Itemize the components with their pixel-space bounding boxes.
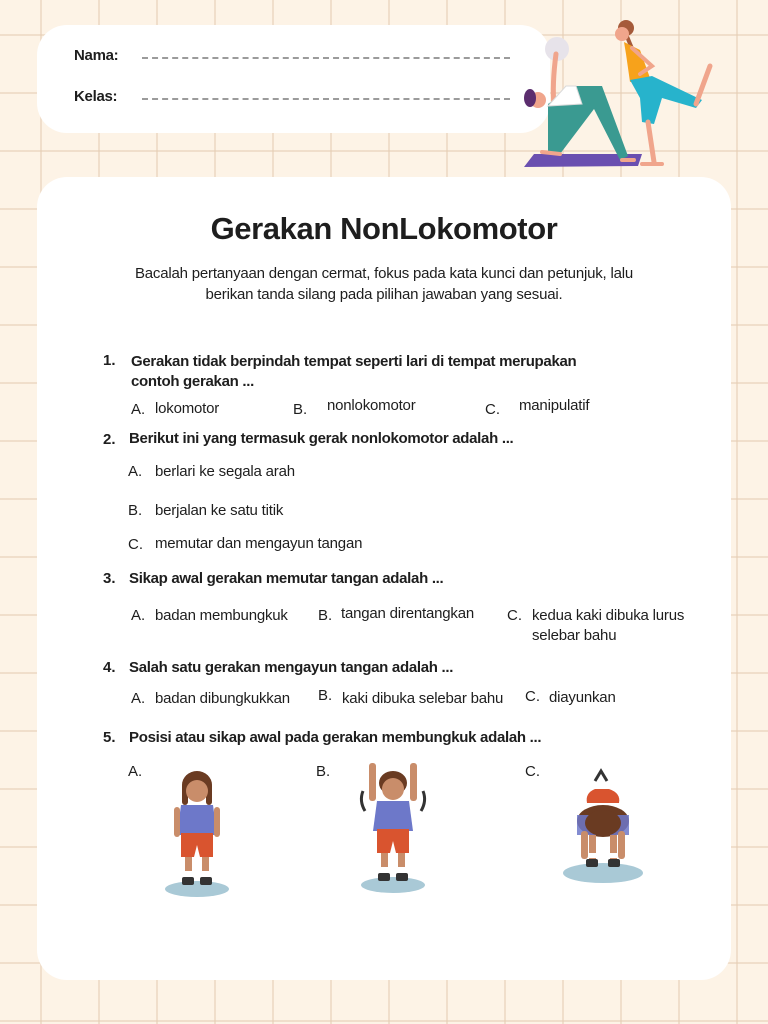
girl-standing-picture[interactable] bbox=[155, 765, 250, 905]
question-5-text: Posisi atau sikap awal pada gerakan membungkuk adalah ... bbox=[129, 729, 542, 746]
class-blank-line[interactable] bbox=[142, 98, 510, 100]
question-4-option-a-letter[interactable]: A. bbox=[131, 690, 146, 707]
question-5-option-c-letter[interactable]: C. bbox=[525, 763, 540, 780]
question-4-number: 4. bbox=[103, 659, 116, 676]
worksheet-card bbox=[37, 177, 731, 980]
question-3-option-a-text[interactable]: badan membungkuk bbox=[155, 607, 288, 624]
girl-bending-over-picture[interactable] bbox=[551, 765, 671, 897]
question-3-text: Sikap awal gerakan memutar tangan adalah ... bbox=[129, 570, 444, 587]
worksheet-title: Gerakan NonLokomotor bbox=[210, 211, 558, 246]
student-info-card bbox=[37, 25, 550, 133]
question-2-number: 2. bbox=[103, 431, 116, 448]
question-1-option-c-text[interactable]: manipulatif bbox=[519, 397, 590, 414]
question-4-option-c-letter[interactable]: C. bbox=[525, 688, 540, 705]
name-blank-line[interactable] bbox=[142, 57, 510, 59]
question-2-option-b-text[interactable]: berjalan ke satu titik bbox=[155, 502, 284, 519]
question-2-option-b-letter[interactable]: B. bbox=[128, 502, 143, 519]
question-3-option-c-text[interactable]: kedua kaki dibuka lurus selebar bahu bbox=[532, 607, 685, 644]
question-5-option-a-letter[interactable]: A. bbox=[128, 763, 143, 780]
girl-arms-raised-picture[interactable] bbox=[335, 757, 455, 899]
question-3-option-b-letter[interactable]: B. bbox=[318, 607, 333, 624]
question-1-option-b-letter[interactable]: B. bbox=[293, 401, 308, 418]
class-label: Kelas: bbox=[74, 88, 118, 105]
question-1-option-b-text[interactable]: nonlokomotor bbox=[327, 397, 416, 414]
question-1-option-a-text[interactable]: lokomotor bbox=[155, 400, 220, 417]
question-5-number: 5. bbox=[103, 729, 116, 746]
question-4-text: Salah satu gerakan mengayun tangan adalah ... bbox=[129, 659, 454, 676]
question-2-option-a-text[interactable]: berlari ke segala arah bbox=[155, 463, 295, 480]
question-1-option-a-letter[interactable]: A. bbox=[131, 401, 146, 418]
question-4-option-b-text[interactable]: kaki dibuka selebar bahu bbox=[342, 690, 504, 707]
yoga-women-illustration bbox=[512, 14, 734, 174]
name-label: Nama: bbox=[74, 47, 119, 64]
question-2-text: Berikut ini yang termasuk gerak nonlokomotor adalah ... bbox=[129, 430, 514, 447]
question-4-option-a-text[interactable]: badan dibungkukkan bbox=[155, 690, 290, 707]
question-3-option-c-letter[interactable]: C. bbox=[507, 607, 522, 624]
question-5-option-b-letter[interactable]: B. bbox=[316, 763, 331, 780]
question-3-number: 3. bbox=[103, 570, 116, 587]
question-1-option-c-letter[interactable]: C. bbox=[485, 401, 500, 418]
question-2-option-c-text[interactable]: memutar dan mengayun tangan bbox=[155, 535, 363, 552]
question-2-option-c-letter[interactable]: C. bbox=[128, 536, 143, 553]
name-field-row bbox=[74, 47, 510, 64]
question-1-text: Gerakan tidak berpindah tempat seperti lari di tempat merupakan contoh gerakan ... bbox=[131, 353, 577, 390]
question-1-number: 1. bbox=[103, 352, 116, 369]
question-3-option-a-letter[interactable]: A. bbox=[131, 607, 146, 624]
question-4-option-c-text[interactable]: diayunkan bbox=[549, 689, 616, 706]
question-2-option-a-letter[interactable]: A. bbox=[128, 463, 143, 480]
worksheet-instructions: Bacalah pertanyaan dengan cermat, fokus pada kata kunci dan petunjuk, lalu berikan tanda silang pada pilihan jawaban yang sesuai. bbox=[134, 265, 634, 303]
class-field-row bbox=[74, 88, 510, 105]
question-3-option-b-text[interactable]: tangan direntangkan bbox=[341, 605, 474, 622]
question-4-option-b-letter[interactable]: B. bbox=[318, 687, 333, 704]
